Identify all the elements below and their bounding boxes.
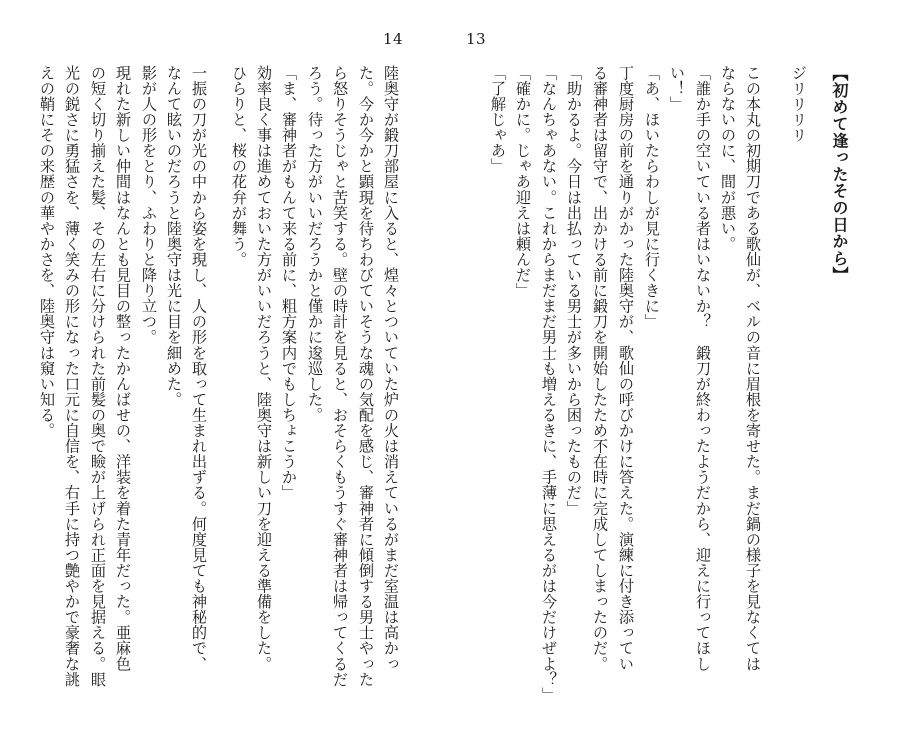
text-line: 現れた新しい仲間はなんとも見目の整ったかんばせの、洋装を着た青年だった。亜麻色	[114, 65, 132, 672]
page-number-right: 13	[466, 30, 487, 48]
text-line: ひらりと、桜の花弁が舞う。	[230, 65, 248, 268]
page-number-left: 14	[383, 30, 404, 48]
text-line: 「あ、ほいたらわしが見に行くきに」	[643, 65, 661, 330]
text-line: 影が人の形をとり、ふわりと降り立つ。	[140, 65, 158, 345]
text-line: ろう。待った方がいいだろうかと僅かに逡巡した。	[306, 65, 324, 423]
text-line: 「誰か手の空いている者はいないか？ 鍛刀が終わったようだから、迎えに行ってほし	[694, 65, 712, 672]
text-line: 陸奥守が鍛刀部屋に入ると、煌々とついていた炉の火は消えているがまだ室温は高かっ	[382, 65, 400, 672]
text-line: 一振の刀が光の中から姿を現し、人の形を取って生まれ出ずる。何度見ても神秘的で、	[190, 65, 208, 672]
text-line: ならないのに、間が悪い。	[719, 65, 737, 252]
text-line: 「ま、審神者がもんて来る前に、粗方案内でもしちょこうか」	[280, 65, 298, 501]
text-line: 効率良く事は進めておいた方がいいだろうと、陸奥守は新しい刀を迎える準備をした。	[255, 65, 273, 672]
text-line: 「助かるよ。今日は出払っている男士が多いから困ったものだ」	[565, 65, 583, 516]
text-line: い！」	[668, 65, 686, 112]
text-line: えの鞘にその来歴の華やかさを、陸奥守は窺い知る。	[38, 65, 56, 439]
text-line: ジリリリリ	[790, 65, 808, 143]
text-line: 「確かに。じゃあ迎えは頼んだ」	[514, 65, 532, 299]
text-line: 光の鋭さに勇猛さを、薄く笑みの形になった口元に自信を、右手に持つ艶やかで豪奢な誂	[63, 65, 81, 687]
text-line: 「了解じゃあ」	[489, 65, 507, 174]
text-line: る審神者は留守で、出かける前に鍛刀を開始したため不在時に完成してしまったのだ。	[591, 65, 609, 672]
text-line: 「なんちゃあない。これからまだまだ男士も増えるきに、手薄に思えるがは今だけぜよ？」	[540, 65, 558, 703]
text-line: の短く切り揃えた髪、その左右に分けられた前髪の奥で瞼が上げられ正面を見据える。眼	[89, 65, 107, 687]
text-line: ら怒りそうじゃと苦笑する。壁の時計を見ると、おそらくもうすぐ審神者は帰ってくるだ	[331, 65, 349, 687]
text-line: なんて眩いのだろうと陸奥守は光に目を細めた。	[165, 65, 183, 408]
chapter-title: 【初めて逢ったその日から】	[830, 65, 849, 284]
text-line: この本丸の初期刀である歌仙が、ベルの音に眉根を寄せた。まだ鍋の様子を見なくては	[744, 65, 762, 672]
text-line: た。今か今かと顕現を待ちわびていそうな魂の気配を感じ、審神者に傾倒する男士やった	[357, 65, 375, 687]
text-line: 丁度厨房の前を通りがかった陸奥守が、歌仙の呼びかけに答えた。演練に付き添ってい	[617, 65, 635, 672]
